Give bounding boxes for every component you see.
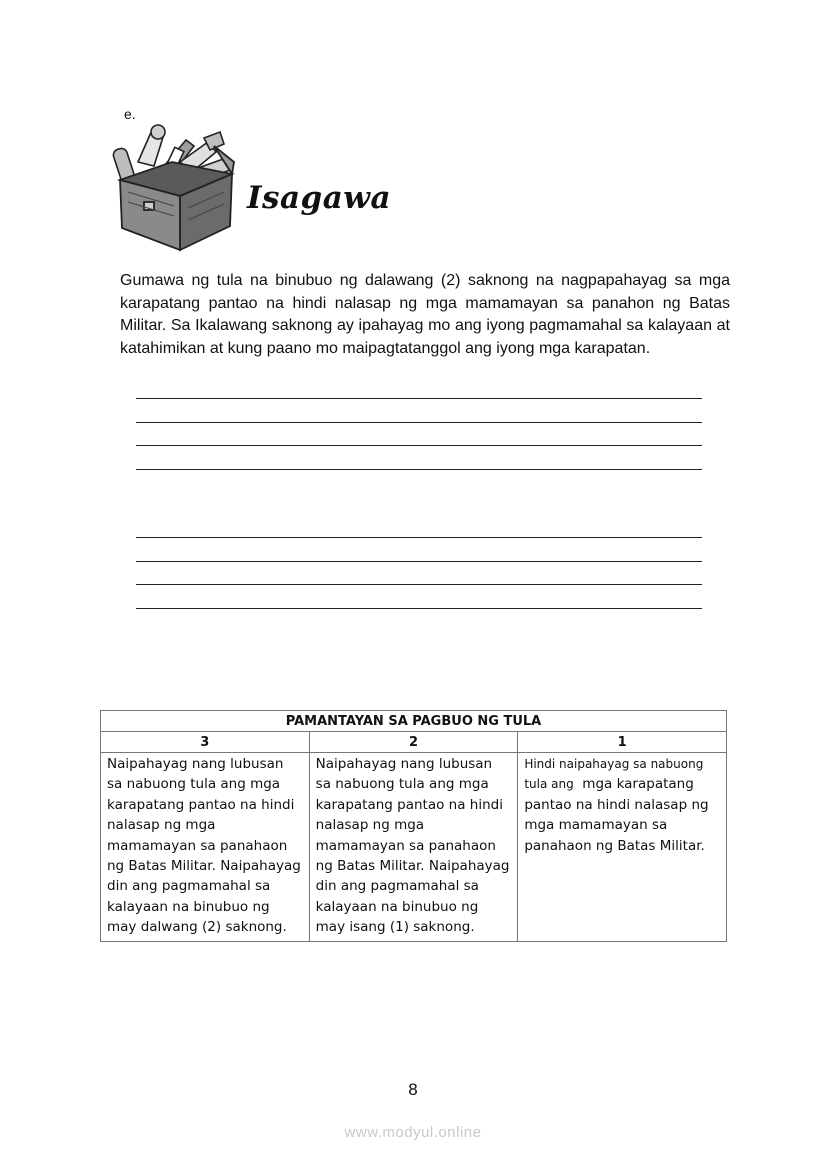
- instructions-paragraph: Gumawa ng tula na binubuo ng dalawang (2) saknong na nagpapahayag sa mga karapatang pantao na hindi nalasap ng mga mamamayan sa panahon ng Batas Militar. Sa Ikalawang saknong ay ipahayag mo ang iyong pagmamahal sa kalayaan at katahimikan at kung paano mo maipagtatanggol ang iyong mga karapatan.: [120, 272, 730, 357]
- answer-lines-stanza-2: [136, 537, 702, 631]
- answer-line[interactable]: [136, 561, 702, 562]
- watermark: www.modyul.online: [344, 1124, 482, 1141]
- rubric-cell-score-2: Naipahayag nang lubusan sa nabuong tula ang mga karapatang pantao na hindi nalasap ng mga mamamayan sa panahaon ng Batas Militar. Naipahayag din ang pagmamahal sa kalayaan na binubuo ng may isang (1) saknong.: [309, 753, 518, 942]
- rubric-cell-score-1: [518, 753, 727, 942]
- rubric-header-score-1: 1: [518, 732, 727, 753]
- section-title: Isagawa: [247, 180, 392, 216]
- rubric-header-score-2: 2: [309, 732, 518, 753]
- rubric-title: PAMANTAYAN SA PAGBUO NG TULA: [101, 711, 727, 732]
- answer-line[interactable]: [136, 469, 702, 470]
- answer-line[interactable]: [136, 445, 702, 446]
- answer-line[interactable]: [136, 537, 702, 538]
- rubric-cell-small-text: Hindi naipahayag sa nabuong tula ang: [524, 757, 704, 792]
- answer-line[interactable]: [136, 398, 702, 399]
- rubric-header-score-3: 3: [101, 732, 310, 753]
- page-number: 8: [408, 1080, 418, 1099]
- answer-lines-stanza-1: [136, 398, 702, 492]
- rubric-cell-score-3: Naipahayag nang lubusan sa nabuong tula ang mga karapatang pantao na hindi nalasap ng mga mamamayan sa panahaon ng Batas Militar. Naipahayag din ang pagmamahal sa kalayaan na binubuo ng may dalwang (2) saknong.: [101, 753, 310, 942]
- answer-line[interactable]: [136, 422, 702, 423]
- section-letter: e.: [124, 106, 136, 122]
- rubric-table: [100, 710, 727, 942]
- toolbox-icon: [108, 122, 240, 254]
- answer-line[interactable]: [136, 584, 702, 585]
- rubric-cell-text: mga karapatang pantao na hindi nalasap ng mga mamamayan sa panahaon ng Batas Militar.: [524, 776, 709, 854]
- answer-line[interactable]: [136, 608, 702, 609]
